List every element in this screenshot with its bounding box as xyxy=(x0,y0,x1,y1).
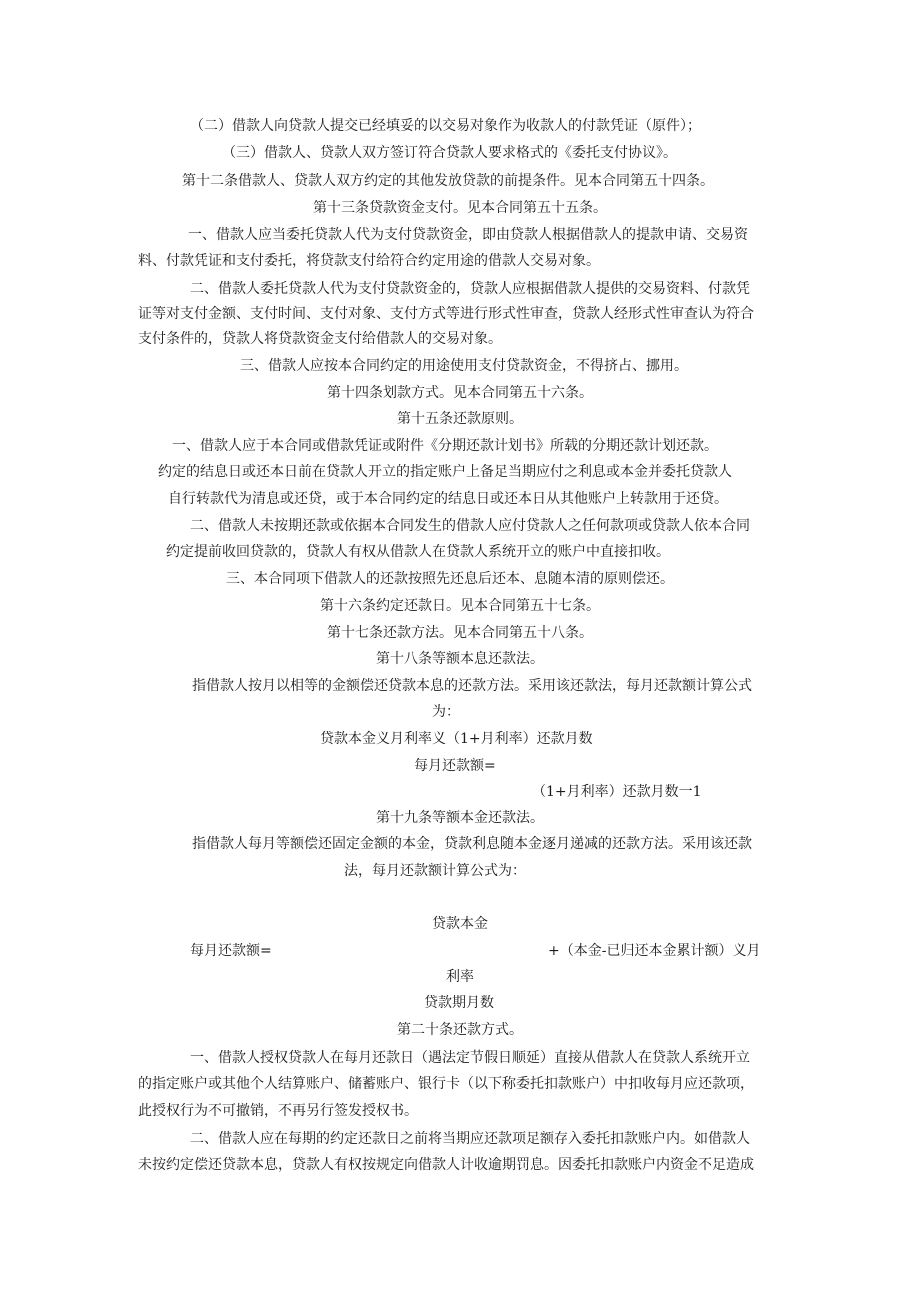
text-line: 一、借款人授权贷款人在每月还款日（遇法定节假日顺延）直接从借款人在贷款人系统开立 xyxy=(190,1050,750,1066)
formula-denominator: 贷款期月数 xyxy=(424,995,494,1011)
text-line: 此授权行为不可撤销，不再另行签发授权书。 xyxy=(138,1103,418,1119)
formula-term: +（本金-已归还本金累计额）义月 xyxy=(548,943,761,959)
section-heading: 第二十条还款方式。 xyxy=(397,1022,523,1038)
section-heading: 第十九条等额本金还款法。 xyxy=(376,810,544,826)
formula-numerator: 贷款本金义月利率义（1+月利率）还款月数 xyxy=(320,731,593,747)
text-line: 一、借款人应当委托贷款人代为支付贷款资金，即由贷款人根据借款人的提款申请、交易资 xyxy=(188,227,748,243)
text-line: 料、付款凭证和支付委托，将贷款支付给符合约定用途的借款人交易对象。 xyxy=(138,253,600,269)
section-heading: 第十三条贷款资金支付。见本合同第五十五条。 xyxy=(313,200,607,216)
text-line: 指借款人每月等额偿还固定金额的本金，贷款利息随本金逐月递减的还款方法。采用该还款 xyxy=(192,836,752,852)
text-line: 第十二条借款人、贷款人双方约定的其他发放贷款的前提条件。见本合同第五十四条。 xyxy=(182,173,714,189)
text-line: 支付条件的，贷款人将贷款资金支付给借款人的交易对象。 xyxy=(138,331,502,347)
formula-label: 每月还款额= xyxy=(190,943,272,959)
text-line: 的指定账户或其他个人结算账户、储蓄账户、银行卡（以下称委托扣款账户）中扣收每月应还款项， xyxy=(138,1076,754,1092)
text-line: 二、借款人委托贷款人代为支付贷款资金的，贷款人应根据借款人提供的交易资料、付款凭 xyxy=(190,281,750,297)
text-line: 二、借款人未按期还款或依据本合同发生的借款人应付贷款人之任何款项或贷款人依本合同 xyxy=(190,518,750,534)
text-line: 未按约定偿还贷款本息，贷款人有权按规定向借款人计收逾期罚息。因委托扣款账户内资金不足造成 xyxy=(138,1157,754,1173)
text-line: 自行转款代为清息或还贷，或于本合同约定的结息日或还本日从其他账户上转款用于还贷。 xyxy=(168,491,728,507)
formula-term: 利率 xyxy=(446,969,474,985)
text-line: 指借款人按月以相等的金额偿还贷款本息的还款方法。采用该还款法，每月还款额计算公式 xyxy=(192,678,752,694)
text-line: 约定的结息日或还本日前在贷款人开立的指定账户上备足当期应付之利息或本金并委托贷款人 xyxy=(158,464,732,480)
section-heading: 第十八条等额本息还款法。 xyxy=(376,651,544,667)
text-line: （二）借款人向贷款人提交已经填妥的以交易对象作为收款人的付款凭证（原件）； xyxy=(190,118,701,134)
section-heading: 第十五条还款原则。 xyxy=(397,411,523,427)
text-line: 三、借款人应按本合同约定的用途使用支付贷款资金，不得挤占、挪用。 xyxy=(240,358,688,374)
section-heading: 第十六条约定还款日。见本合同第五十七条。 xyxy=(320,598,600,614)
text-line: 约定提前收回贷款的，贷款人有权从借款人在贷款人系统开立的账户中直接扣收。 xyxy=(166,544,670,560)
formula-label: 每月还款额= xyxy=(414,758,496,774)
formula-numerator: 贷款本金 xyxy=(432,916,488,932)
text-line: 证等对支付金额、支付时间、支付对象、支付方式等进行形式性审查，贷款人经形式性审查认为符合 xyxy=(138,306,754,322)
text-line: 二、借款人应在每期的约定还款日之前将当期应还款项足额存入委托扣款账户内。如借款人 xyxy=(190,1131,750,1147)
text-line: 为： xyxy=(432,704,460,720)
section-heading: 第十七条还款方法。见本合同第五十八条。 xyxy=(327,625,593,641)
text-line: 法，每月还款额计算公式为： xyxy=(344,863,526,879)
section-heading: 第十四条划款方式。见本合同第五十六条。 xyxy=(327,385,593,401)
formula-denominator: （1+月利率）还款月数一1 xyxy=(532,784,702,800)
text-line: 三、本合同项下借款人的还款按照先还息后还本、息随本清的原则偿还。 xyxy=(226,571,674,587)
text-line: （三）借款人、贷款人双方签订符合贷款人要求格式的《委托支付协议》。 xyxy=(222,145,677,161)
text-line: 一、借款人应于本合同或借款凭证或附件《分期还款计划书》所载的分期还款计划还款。 xyxy=(172,438,718,454)
